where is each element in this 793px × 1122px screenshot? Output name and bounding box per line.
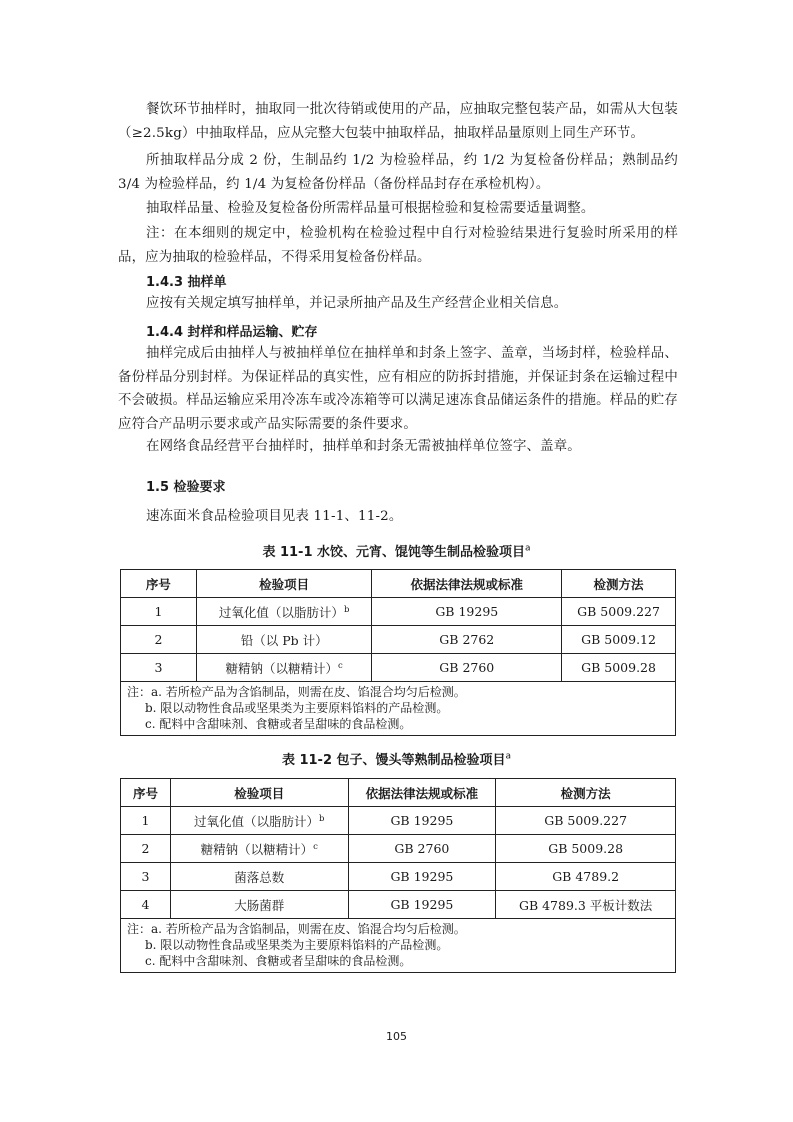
cell-item: 糖精钠（以糖精计）$^c$ [196, 654, 372, 682]
heading-1-5: 1.5 检验要求 [146, 480, 226, 495]
cell-no: 4 [121, 891, 171, 919]
paragraph-sealing-transport: 抽样完成后由抽样人与被抽样单位在抽样单和封条上签字、盖章，当场封样，检验样品、备份样品分别封样。为保证样品的真实性，应有相应的防拆封措施，并保证封条在运输过程中不会破损。样品运输应采用冷冻车或冷冻箱等可以满足速冻食品储运条件的措施。样品的贮存应符合产品明示要求或产品实际需要的条件要求。 [118, 346, 678, 432]
paragraph-sample-quantity: 抽取样品量、检验及复检备份所需样品量可根据检验和复检需要适量调整。 [146, 201, 595, 216]
cell-no: 1 [121, 598, 197, 626]
paragraph-online-sampling: 在网络食品经营平台抽样时，抽样单和封条无需被抽样单位签字、盖章。 [146, 439, 581, 454]
table-row [121, 891, 676, 919]
cell-method: GB 4789.3 平板计数法 [496, 891, 676, 919]
table-11-2 [120, 778, 676, 973]
paragraph-test-items-intro: 速冻面米食品检验项目见表 11-1、11-2。 [146, 509, 403, 524]
table-caption-11-2: 表 11-2 包子、馒头等熟制品检验项目$^a$ [281, 751, 512, 768]
header-cell-method: 检测方法 [562, 570, 676, 598]
header-cell-item: 检验项目 [196, 570, 372, 598]
table-11-1 [120, 569, 676, 736]
cell-method: GB 5009.227 [496, 807, 676, 835]
note-b: b. 限以动物性食品或坚果类为主要原料馅料的产品检测。 [145, 938, 449, 952]
table-row [121, 863, 676, 891]
cell-item: 过氧化值（以脂肪计）$^b$ [170, 807, 348, 835]
cell-standard: GB 2760 [348, 835, 496, 863]
header-cell-no: 序号 [121, 570, 197, 598]
header-cell-standard: 依据法律法规或标准 [348, 779, 496, 807]
cell-item: 大肠菌群 [170, 891, 348, 919]
paragraph-note-recheck: 注：在本细则的规定中，检验机构在检验过程中自行对检验结果进行复验时所采用的样品，应为抽取的检验样品，不得采用复检备份样品。 [118, 226, 678, 265]
table-row [121, 835, 676, 863]
table-row [121, 598, 676, 626]
cell-standard: GB 19295 [372, 598, 562, 626]
header-cell-standard: 依据法律法规或标准 [372, 570, 562, 598]
header-cell-item: 检验项目 [170, 779, 348, 807]
table-header-row [121, 570, 676, 598]
cell-method: GB 5009.12 [562, 626, 676, 654]
table-row [121, 807, 676, 835]
cell-standard: GB 19295 [348, 863, 496, 891]
note-a: 注：a. 若所检产品为含馅制品，则需在皮、馅混合均匀后检测。 [127, 685, 466, 699]
paragraph-sampling-form: 应按有关规定填写抽样单，并记录所抽产品及生产经营企业相关信息。 [146, 296, 568, 311]
table-notes-row [121, 682, 676, 736]
cell-no: 1 [121, 807, 171, 835]
table-caption-11-1: 表 11-1 水饺、元宵、馄饨等生制品检验项目$^a$ [262, 543, 531, 560]
paragraph-sample-split: 所抽取样品分成 2 份，生制品约 1/2 为检验样品，约 1/2 为复检备份样品；熟制品约 3/4 为检验样品，约 1/4 为复检备份样品（备份样品封存在承检机构）。 [118, 153, 678, 192]
cell-item: 菌落总数 [170, 863, 348, 891]
page-number: 105 [386, 1030, 407, 1043]
cell-standard: GB 19295 [348, 807, 496, 835]
table-row [121, 654, 676, 682]
note-b: b. 限以动物性食品或坚果类为主要原料馅料的产品检测。 [145, 701, 449, 715]
note-a: 注：a. 若所检产品为含馅制品，则需在皮、馅混合均匀后检测。 [127, 922, 466, 936]
cell-no: 2 [121, 835, 171, 863]
cell-no: 3 [121, 654, 197, 682]
table-notes [121, 919, 676, 973]
cell-no: 2 [121, 626, 197, 654]
cell-item: 过氧化值（以脂肪计）$^b$ [196, 598, 372, 626]
table-notes-row [121, 919, 676, 973]
cell-method: GB 5009.28 [496, 835, 676, 863]
note-c: c. 配料中含甜味剂、食糖或者呈甜味的食品检测。 [145, 954, 412, 968]
cell-standard: GB 2762 [372, 626, 562, 654]
cell-no: 3 [121, 863, 171, 891]
table-notes [121, 682, 676, 736]
cell-method: GB 4789.2 [496, 863, 676, 891]
cell-item: 铅（以 Pb 计） [196, 626, 372, 654]
header-cell-method: 检测方法 [496, 779, 676, 807]
table-row [121, 626, 676, 654]
cell-standard: GB 19295 [348, 891, 496, 919]
paragraph-sampling-catering: 餐饮环节抽样时，抽取同一批次待销或使用的产品，应抽取完整包装产品，如需从大包装（≥2.5kg）中抽取样品，应从完整大包装中抽取样品，抽取样品量原则上同生产环节。 [118, 102, 678, 141]
cell-standard: GB 2760 [372, 654, 562, 682]
cell-method: GB 5009.28 [562, 654, 676, 682]
heading-1-4-3: 1.4.3 抽样单 [146, 275, 227, 290]
cell-method: GB 5009.227 [562, 598, 676, 626]
heading-1-4-4: 1.4.4 封样和样品运输、贮存 [146, 325, 318, 340]
cell-item: 糖精钠（以糖精计）$^c$ [170, 835, 348, 863]
note-c: c. 配料中含甜味剂、食糖或者呈甜味的食品检测。 [145, 717, 412, 731]
header-cell-no: 序号 [121, 779, 171, 807]
table-header-row [121, 779, 676, 807]
